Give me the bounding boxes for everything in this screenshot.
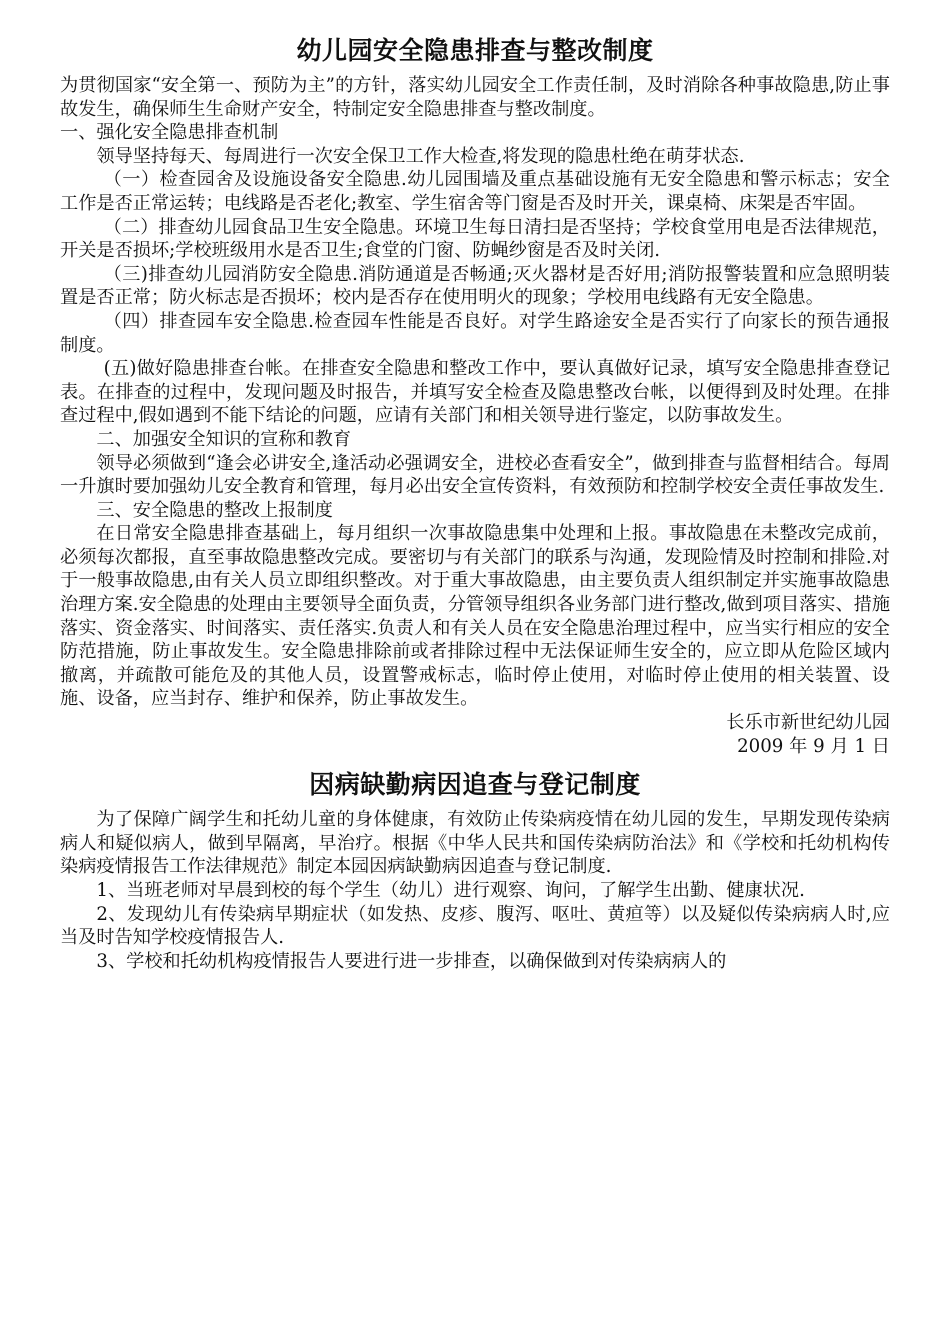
section-heading-1: 一、强化安全隐患排查机制 bbox=[60, 122, 279, 144]
paragraph-item-2: （二）排查幼儿园食品卫生安全隐患。环境卫生每日清扫是否坚持；学校食堂用电是否法律规范，开关是否损坏;学校班级用水是否卫生;食堂的门窗、防蝇纱窗是否及时关闭. bbox=[60, 216, 890, 262]
paragraph-education: 领导必须做到“逢会必讲安全,逢活动必强调安全，进校必查看安全”，做到排查与监督相结合。每周一升旗时要加强幼儿安全教育和管理，每月必出安全宣传资料，有效预防和控制学校安全责任事故发生. bbox=[60, 452, 890, 498]
paragraph-rectification: 在日常安全隐患排查基础上，每月组织一次事故隐患集中处理和上报。事故隐患在未整改完成前，必须每次都报，直至事故隐患整改完成。要密切与有关部门的联系与沟通，发现险情及时控制和排险.对于一般事故隐患,由有关人员立即组织整改。对于重大事故隐患，由主要负责人组织制定并实施事故隐患治理方案.安全隐患的处理由主要领导全面负责，分管领导组织各业务部门进行整改,做到项目落实、措施落实、资金落实、时间落实、责任落实.负责人和有关人员在安全隐患治理过程中，应当实行相应的安全防范措施，防止事故发生。安全隐患排除前或者排除过程中无法保证师生安全的，应立即从危险区域内撤离，并疏散可能危及的其他人员，设置警戒标志，临时停止使用，对临时停止使用的相关装置、设施、设备，应当封存、维护和保养，防止事故发生。 bbox=[60, 523, 891, 710]
absence-item-3: 3、学校和托幼机构疫情报告人要进行进一步排查，以确保做到对传染病病人的 bbox=[96, 950, 727, 972]
paragraph-item-3: （三)排查幼儿园消防安全隐患.消防通道是否畅通;灭火器材是否好用;消防报警装置和应急照明装置是否正常；防火标志是否损坏；校内是否存在使用明火的现象；学校用电线路有无安全隐患。 bbox=[60, 263, 890, 309]
section-heading-3: 三、安全隐患的整改上报制度 bbox=[96, 499, 333, 521]
signature: 长乐市新世纪幼儿园 bbox=[726, 712, 890, 734]
absence-intro-paragraph: 为了保障广阔学生和托幼儿童的身体健康，有效防止传染病疫情在幼儿园的发生，早期发现传染病病人和疑似病人，做到早隔离，早治疗。根据《中华人民共和国传染病防治法》和《学校和托幼机构传染病疫情报告工作法律规范》制定本园因病缺勤病因追查与登记制度. bbox=[60, 809, 890, 878]
absence-item-2: 2、发现幼儿有传染病早期症状（如发热、皮疹、腹泻、呕吐、黄疸等）以及疑似传染病病人时,应当及时告知学校疫情报告人. bbox=[60, 903, 890, 949]
absence-item-1: 1、当班老师对早晨到校的每个学生（幼儿）进行观察、询问，了解学生出勤、健康状况. bbox=[96, 880, 805, 901]
paragraph-item-4: （四）排查园车安全隐患.检查园车性能是否良好。对学生路途安全是否实行了向家长的预告通报制度。 bbox=[60, 310, 890, 356]
document-title-absence: 因病缺勤病因追查与登记制度 bbox=[309, 770, 641, 800]
signature-date: 2009 年 9 月 1 日 bbox=[737, 735, 890, 757]
document-page bbox=[60, 34, 890, 973]
section-heading-2: 二、加强安全知识的宣称和教育 bbox=[96, 428, 352, 450]
document-title-safety: 幼儿园安全隐患排查与整改制度 bbox=[296, 36, 654, 65]
paragraph-item-5: (五)做好隐患排查台帐。在排查安全隐患和整改工作中，要认真做好记录，填写安全隐患排查登记表。在排查的过程中，发现问题及时报告，并填写安全检查及隐患整改台帐，以便得到及时处理。在排查过程中,假如遇到不能下结论的问题，应请有关部门和相关领导进行鉴定，以防事故发生。 bbox=[60, 358, 890, 427]
paragraph-item-1: （一）检查园舍及设施设备安全隐患.幼儿园围墙及重点基础设施有无安全隐患和警示标志；安全工作是否正常运转；电线路是否老化;教室、学生宿舍等门窗是否及时开关，课桌椅、床架是否牢固。 bbox=[60, 169, 890, 214]
paragraph-leader-inspection: 领导坚持每天、每周进行一次安全保卫工作大检查,将发现的隐患杜绝在萌芽状态. bbox=[96, 145, 745, 167]
intro-paragraph: 为贯彻国家“安全第一、预防为主”的方针，落实幼儿园安全工作责任制，及时消除各种事故隐患,防止事故发生，确保师生生命财产安全，特制定安全隐患排查与整改制度。 bbox=[60, 75, 890, 120]
